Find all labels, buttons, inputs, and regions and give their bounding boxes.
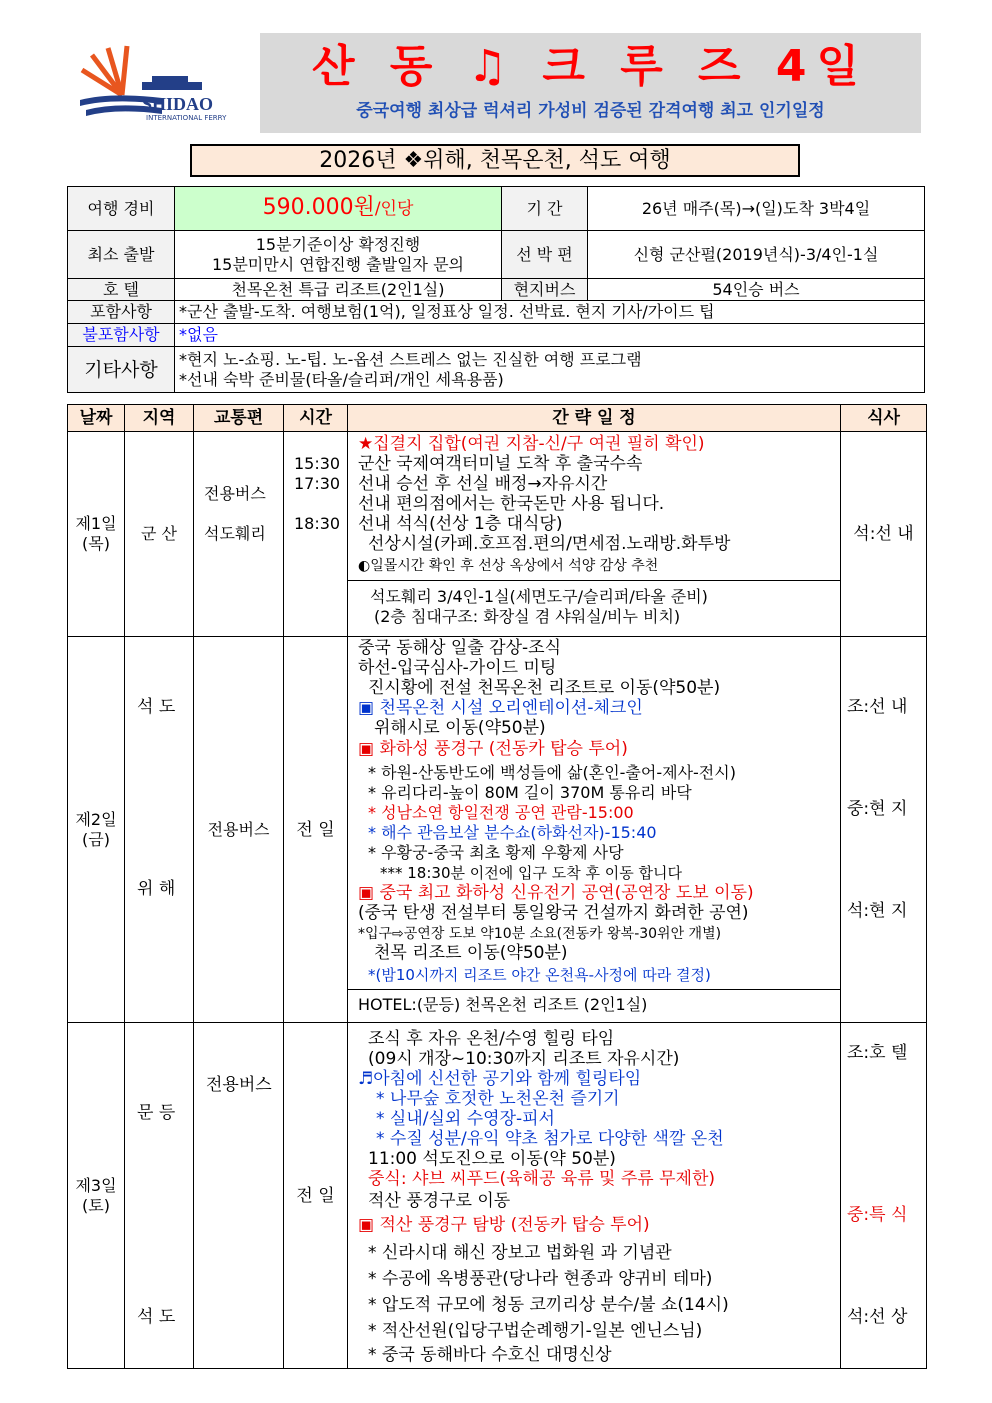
day1-line: 선내 승선 후 선실 배정→자유시간: [358, 474, 608, 494]
day2-line: *입구⇨공연장 도보 약10분 소요(전동카 왕복-30위안 개별): [358, 926, 722, 942]
day3-line: 적산 풍경구로 이동: [368, 1191, 511, 1211]
day2-region: [125, 637, 194, 1023]
day1-date: 제1일 (목): [68, 432, 125, 637]
day2-line: ▣ 중국 최고 화하성 신유전기 공연(공연장 도보 이동): [358, 883, 754, 903]
logo-subtext: INTERNATIONAL FERRY: [146, 114, 227, 122]
cost-cell: [175, 187, 502, 231]
day2-meals: [841, 637, 927, 1023]
etc-value: [175, 347, 925, 393]
day3-transport: 전용버스: [206, 1075, 272, 1095]
day1-line: 선내 석식(선상 1층 대식당): [358, 514, 563, 534]
day2-line: ▣ 화하성 풍경구 (전동카 탑승 투어): [358, 739, 628, 759]
day1-line: ★집결지 집합(여권 지참-신/구 여권 필히 확인): [358, 434, 705, 454]
day2-meal-dinner: 석:현 지: [847, 901, 908, 921]
header-region: 지역: [125, 405, 194, 432]
hotel-label: 호 텔: [68, 279, 175, 301]
period-label: 기 간: [502, 187, 588, 231]
day3-row: [68, 1023, 927, 1369]
day3-line: 11:00 석도진으로 이동(약 50분): [368, 1149, 616, 1169]
cost-value: 590.000원: [262, 195, 375, 220]
day1-meal: 석:선 내: [841, 432, 927, 637]
day3-line: 중식: 샤브 씨푸드(육해공 육류 및 주류 무제한): [368, 1169, 716, 1189]
min-departure-value: [175, 231, 502, 279]
day3-line: ▣ 적산 풍경구 탐방 (전동카 탑승 투어): [358, 1215, 650, 1235]
day2-meal-breakfast: 조:선 내: [847, 697, 908, 717]
header-itinerary: 간 략 일 정: [348, 405, 841, 432]
included-value: *군산 출발-도착. 여행보험(1억), 일정표상 일정. 선박료. 현지 기사/가이드 팁: [175, 301, 925, 324]
day3-transport-cell: [194, 1023, 284, 1369]
ship-label: 선 박 편: [502, 231, 588, 279]
min-departure-line1: 15분기준이상 확정진행: [255, 234, 421, 254]
header-date: 날짜: [68, 405, 125, 432]
cost-label: 여행 경비: [68, 187, 175, 231]
day1-times: [284, 432, 348, 637]
day2-itinerary: [348, 637, 841, 1023]
day1-ferry-room-note: (2층 침대구조: 화장실 겸 샤워실/비누 비치): [374, 607, 681, 626]
day3-region-1: 문 등: [137, 1103, 176, 1123]
day3-meal-dinner: 석:선 상: [847, 1307, 908, 1327]
header-meal: 식사: [841, 405, 927, 432]
day2-line: * 유리다리-높이 80M 길이 370M 통유리 바닥: [368, 783, 692, 802]
day1-region: 군 산: [125, 432, 194, 637]
excluded-value: *없음: [175, 324, 925, 347]
day1-transport-bus: 전용버스: [204, 484, 266, 503]
day2-line: *** 18:30분 이전에 입구 도착 후 이동 합니다: [380, 864, 682, 882]
ship-value: 신형 군산펄(2019년식)-3/4인-1실: [588, 231, 925, 279]
day2-region-2: 위 해: [137, 879, 176, 899]
tagline: 중국여행 최상급 럭셔리 가성비 검증된 감격여행 최고 인기일정: [356, 101, 825, 121]
day1-line: 군산 국제여객터미널 도착 후 출국수속: [358, 454, 643, 474]
day1-time-1: 15:30: [294, 454, 341, 473]
day2-line: * 성남소연 항일전쟁 공연 관람-15:00: [368, 803, 634, 822]
day3-line: * 수질 성분/유익 약초 첨가로 다양한 색깔 온천: [376, 1129, 724, 1149]
day2-line: * 하원-산동반도에 백성들에 삶(혼인-출어-제사-전시): [368, 763, 736, 782]
day3-itinerary: [348, 1023, 841, 1369]
header-transport: 교통편: [194, 405, 284, 432]
hotel-value: 천목온천 특급 리조트(2인1실): [175, 279, 502, 301]
day2-region-1: 석 도: [137, 697, 176, 717]
bus-label: 현지버스: [502, 279, 588, 301]
day3-line: * 실내/실외 수영장-피서: [376, 1109, 555, 1129]
day3-meals: [841, 1023, 927, 1369]
schedule-table: [67, 404, 927, 1369]
etc-label: 기타사항: [68, 347, 175, 393]
day3-line: * 신라시대 해신 장보고 법화원 과 기념관: [368, 1243, 672, 1263]
day2-transport: 전용버스: [194, 637, 284, 1023]
day3-line: * 수공에 옥병풍관(당나라 현종과 양귀비 테마): [368, 1269, 713, 1289]
day3-date: 제3일 (토): [68, 1023, 125, 1369]
day3-meal-lunch: 중:특 식: [847, 1205, 908, 1225]
day2-line: 진시황에 전설 천목온천 리조트로 이동(약50분): [368, 678, 721, 698]
day2-line: ▣ 천목온천 시설 오리엔테이션-체크인: [358, 698, 643, 718]
logo-text: SHIDAO: [142, 94, 214, 114]
day1-line: 선상시설(카페.호프점.편의/면세점.노래방.화투방: [368, 534, 731, 554]
day1-time-2: 17:30: [294, 474, 341, 493]
day3-line: * 나무숲 호젓한 노천온천 즐기기: [376, 1089, 620, 1109]
bus-value: 54인승 버스: [588, 279, 925, 301]
period-value: 26년 매주(목)→(일)도착 3박4일: [588, 187, 925, 231]
day1-ferry-room: 석도훼리 3/4인-1실(세면도구/슬리퍼/타올 준비): [370, 587, 708, 606]
day3-line: (09시 개장~10:30까지 리조트 자유시간): [368, 1049, 680, 1069]
excluded-label: 불포함사항: [68, 324, 175, 347]
day2-line: 천목 리조트 이동(약50분): [374, 943, 568, 963]
day2-line: 하선-입국심사-가이드 미팅: [358, 658, 557, 678]
day1-line: ◐일몰시간 확인 후 선상 옥상에서 석양 감상 추천: [358, 558, 659, 574]
info-table: [67, 186, 925, 393]
day1-transport: [194, 432, 284, 637]
day2-line: 위해시로 이동(약50분): [374, 718, 546, 738]
included-label: 포함사항: [68, 301, 175, 324]
shidao-logo: [72, 40, 232, 130]
day1-line: 선내 편의점에서는 한국돈만 사용 됩니다.: [358, 494, 665, 514]
day1-row: [68, 432, 927, 637]
etc-line1: *현지 노-쇼핑. 노-팁. 노-옵션 스트레스 없는 진실한 여행 프로그램: [179, 349, 642, 369]
day2-row: [68, 637, 927, 1023]
header-time: 시간: [284, 405, 348, 432]
day2-hotel: HOTEL:(문등) 천목온천 리조트 (2인1실): [358, 995, 648, 1014]
day2-line: * 해수 관음보살 분수쇼(하화선자)-15:40: [368, 823, 657, 842]
day3-line: * 중국 동해바다 수호신 대명신상: [368, 1345, 612, 1365]
day1-itinerary: [348, 432, 841, 637]
day3-region-2: 석 도: [137, 1307, 176, 1327]
day2-date: 제2일 (금): [68, 637, 125, 1023]
day2-line: * 우황궁-중국 최초 황제 우황제 사당: [368, 843, 624, 862]
day3-line: ♬아침에 신선한 공기와 함께 힐링타임: [358, 1069, 642, 1089]
page-title: 산 동 ♫ 크 루 즈 4일: [312, 41, 869, 92]
day2-meal-lunch: 중:현 지: [847, 799, 908, 819]
day3-line: * 적산선원(입당구법순례행기-일본 엔닌스님): [368, 1321, 703, 1341]
day2-line: *(밤10시까지 리조트 야간 온천욕-사정에 따라 결정): [368, 966, 711, 984]
day3-region: [125, 1023, 194, 1369]
day3-line: 조식 후 자유 온천/수영 힐링 타임: [368, 1029, 615, 1049]
day1-transport-ferry: 석도훼리: [204, 524, 266, 543]
day3-line: * 압도적 규모에 청동 코끼리상 분수/불 쇼(14시): [368, 1295, 729, 1315]
title-banner: [260, 33, 921, 133]
tour-subtitle: 2026년 ❖위해, 천목온천, 석도 여행: [190, 144, 800, 177]
min-departure-line2: 15분미만시 연합진행 출발일자 문의: [211, 254, 464, 274]
etc-line2: *선내 숙박 준비물(타올/슬리퍼/개인 세욕용품): [179, 369, 504, 389]
day1-time-3: 18:30: [294, 514, 341, 533]
min-departure-label: 최소 출발: [68, 231, 175, 279]
day3-time: 전 일: [284, 1023, 348, 1369]
day2-line: (중국 탄생 전설부터 통일왕국 건설까지 화려한 공연): [358, 903, 749, 923]
day2-time: 전 일: [284, 637, 348, 1023]
day2-line: 중국 동해상 일출 감상-조식: [358, 638, 561, 658]
day3-meal-breakfast: 조:호 텔: [847, 1043, 908, 1063]
cost-unit: /인당: [374, 199, 414, 219]
